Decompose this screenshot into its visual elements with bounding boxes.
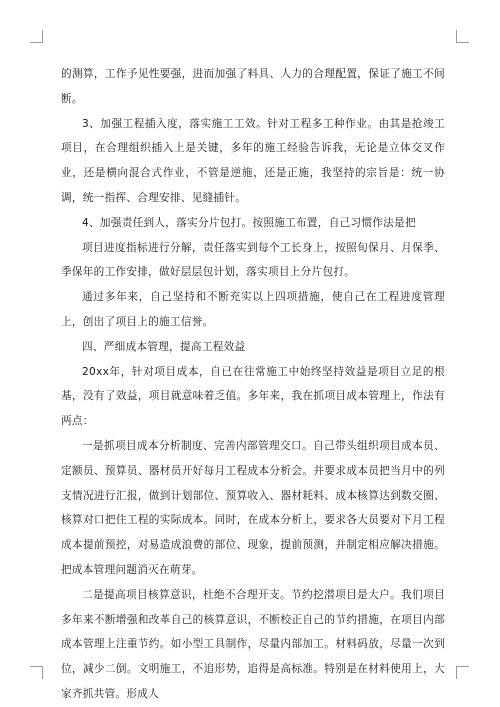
paragraph-cost-intro: 20xx年，针对项目成本，自已在往常施工中始终坚持效益是项目立足的根基，没有了效益，项目就意味着乏值。多年来，我在抓项目成本管理上，作法有两点： [61,365,445,428]
paragraph-cost-point-1: 一是抓项目成本分析制度、完善内部管理交口。自己带头组织项目成本员、定额员、预算员、器材员开好每月工程成本分析会。并要求成本员把当月中的列支情况进行汇报，做到计划部位、预算收入、器材耗料、成本核算达到数交圈、核算对口把住工程的实际成本。同时，在成本分析上，要求各大员要对下月工程成本提前预控，对易造成浪费的部位、现象，提前预测，并制定相应解决措施。把成本管理问题消灭在萌芽。 [61,439,445,576]
crop-mark-bottom-right [456,666,469,679]
crop-mark-bottom-left [30,666,43,679]
paragraph-summary: 通过多年来，自己坚持和不断充实以上四项措施，使自己在工程进度管理上，创出了项目上的施工信誉。 [61,291,445,328]
crop-mark-top-left [30,30,43,43]
section-heading-4: 四、严细成本管理，提高工程效益 [82,340,246,353]
crop-mark-top-right [456,30,469,43]
paragraph-item-4: 4、加强责任到人，落实分片包打。按照施工布置，自己习惯作法是把 [82,216,416,229]
document-body [61,62,445,707]
paragraph-item-3: 3、加强工程插入度，落实施工工效。针对工程多工种作业。由其是抢竣工项目，在合理组织插入上是关键，多年的施工经验告诉我，无论是立体交叉作业，还是横向混合式作业，不管是逆施，还是正施，我坚持的宗旨是：统一协调，统一指挥、合理安排、见缝插针。 [61,117,445,204]
paragraph-cost-point-2: 二是提高项目核算意识，杜绝不合理开支。节约挖潜项目是大户。我们项目多年来不断增强和改革自己的核算意识，不断校正自己的节约措施，在项目内部成本管理上注重节约。如小型工具制作，尽量内部加工。材料码放，尽量一次到位，减少二倒。文明施工，不追形势，追得是高标准。特别是在材料使用上，大家齐抓共管。形成人 [61,588,445,700]
paragraph-continuation: 的测算，工作予见性要强，进而加强了料具、人力的合理配置，保证了施工不间断。 [61,68,445,105]
paragraph-item-4-detail: 项目进度指标进行分解，责任落实到每个工长身上，按照旬保月、月保季、季保年的工作安排，做好层层包计划，落实项目上分片包打。 [61,241,445,279]
